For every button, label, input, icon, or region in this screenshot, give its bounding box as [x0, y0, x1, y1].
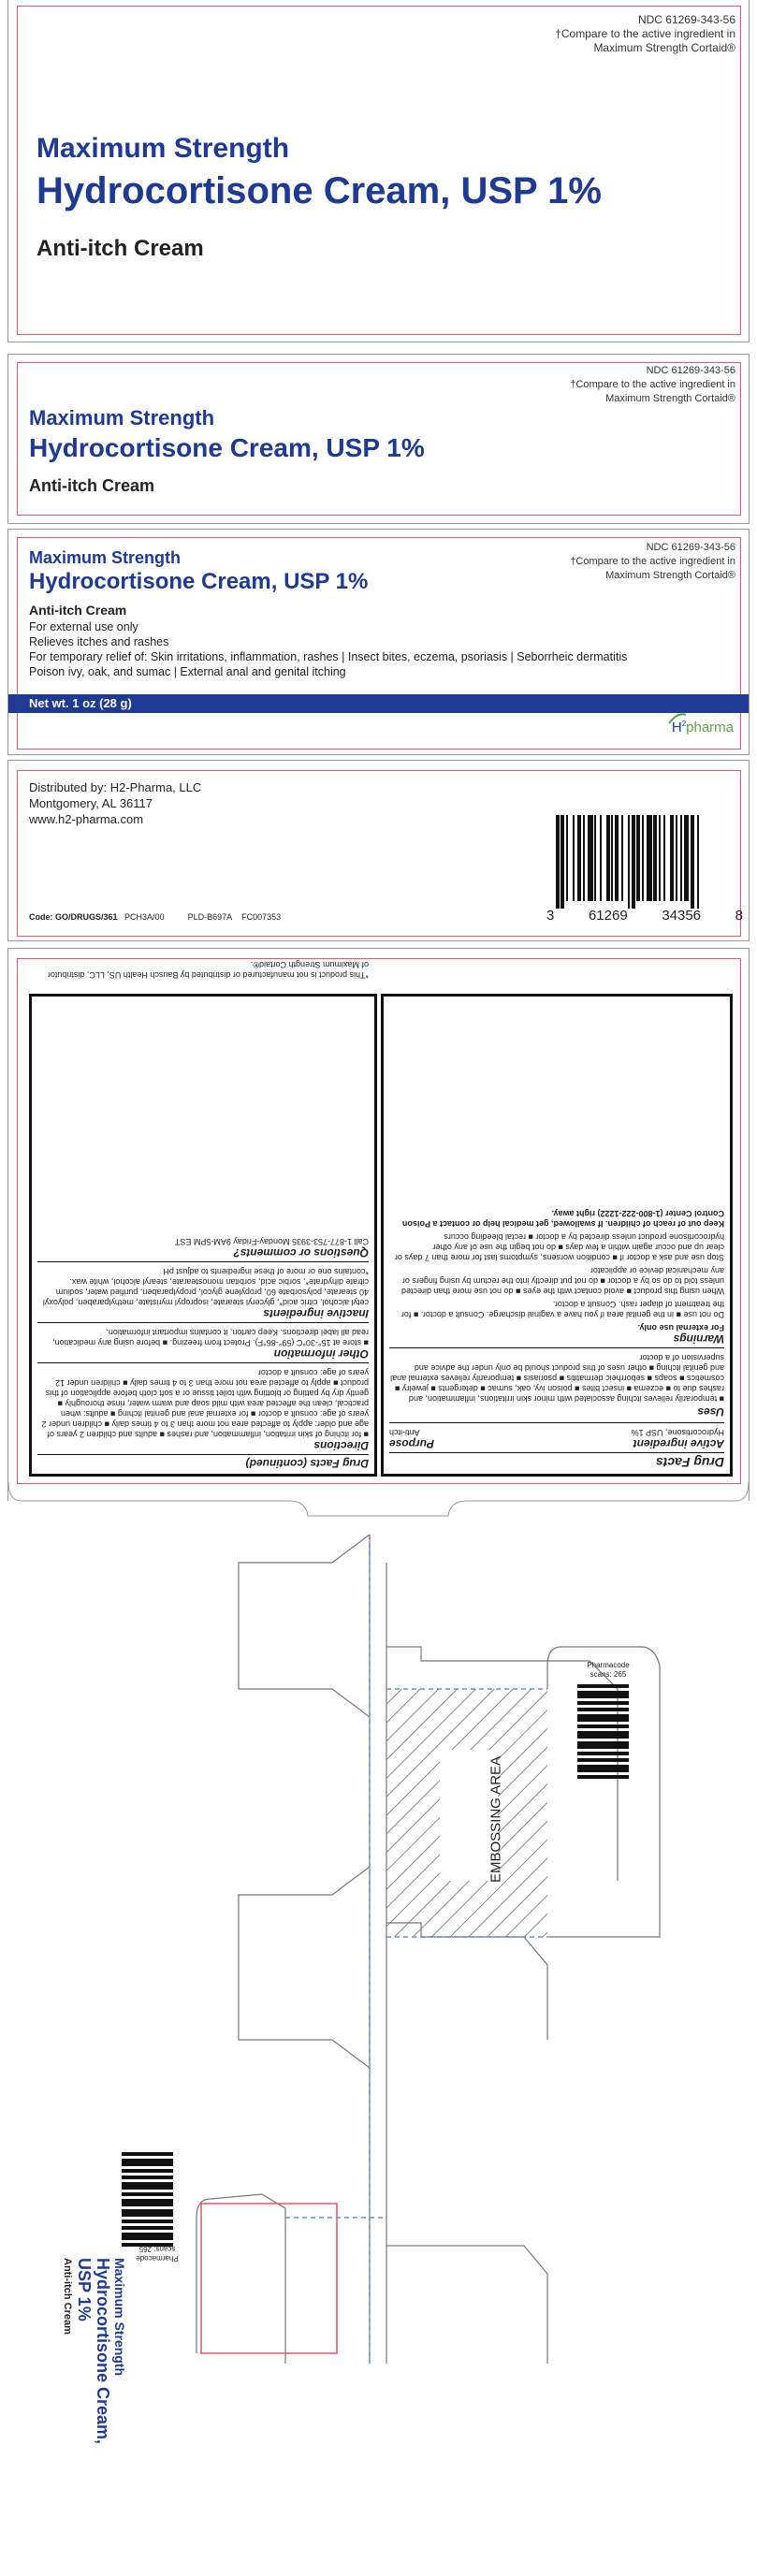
die-pharmacode-flap — [547, 1647, 660, 1937]
upc-bar — [647, 815, 651, 901]
pharmacode-bar — [577, 1731, 629, 1739]
questions-section — [37, 1236, 369, 1262]
main-compare-line1: †Compare to the active ingredient in — [570, 556, 735, 567]
main-product-name: Hydrocortisone Cream, USP 1% — [29, 569, 369, 594]
drug-facts-title: Drug Facts — [655, 1455, 724, 1470]
top-compare-line2: Maximum Strength Cortaid® — [605, 393, 735, 404]
upc-digit-right: 34356 — [662, 908, 702, 924]
top-panel — [7, 354, 750, 524]
pharmacode-bar — [577, 1684, 629, 1688]
pharmacode-bar — [122, 2199, 173, 2206]
warn-keep-out: Keep out of reach of children. If swallowed, get medical help or contact a Poison Control Center (1-800-222-1222) right away. — [401, 1209, 724, 1229]
pharmacode-bar — [122, 2226, 173, 2230]
upc-bar — [573, 815, 575, 901]
inactive-text: cetyl alcohol, citric acid*, glyceryl stearate, isopropyl myristate, methylparaben, polyoxyl 40 stearate, polysorbate 60, propylene glycol, propylparaben, purified water, sodium citrate dihydrate*, sorbic acid, sorbitan monostearate, stearyl alcohol, white wax. *contains one or more of these ingredients to adjust pH — [42, 1267, 369, 1307]
pharmacode-bar — [577, 1765, 629, 1772]
main-claim-external: For external use only — [29, 620, 138, 633]
upc-barcode — [556, 815, 734, 909]
logo-swoosh-icon — [668, 712, 687, 725]
flap-strength: Maximum Strength — [112, 2258, 127, 2377]
upc-bar — [632, 815, 635, 909]
other-info-text: ■ store at 15°-30°C (59°-86°F). Protect from freezing. ■ before using any medication, read all label directions. Keep carton, it contains important information. — [52, 1328, 369, 1347]
upc-bar — [621, 815, 623, 901]
upc-bar — [615, 815, 619, 901]
flap-product-line1: Hydrocortisone Cream, — [94, 2258, 112, 2445]
main-ndc-block — [570, 541, 735, 583]
upc-digit-check: 8 — [735, 908, 743, 924]
upc-bar — [642, 815, 644, 901]
disclaimer: *This product is not manufactured or distributed by Bausch Health US, LLC, distributor of Maximum Strength Cortaid®. — [47, 960, 369, 980]
pharmacode-bar — [122, 2182, 173, 2190]
flap-product-line2: USP 1% — [75, 2258, 94, 2321]
die-left-flap-top — [239, 1535, 370, 1717]
other-info-section — [37, 1327, 369, 1363]
front-panel — [7, 0, 750, 342]
front-ndc: NDC 61269-343-56 — [637, 13, 735, 26]
pharmacode-barcode-2 — [122, 2152, 173, 2247]
upc-bar — [588, 815, 592, 901]
active-heading: Active ingredient — [633, 1437, 724, 1450]
embossing-area-label: EMBOSSING AREA — [488, 1755, 504, 1884]
code-pld: PLD-B697A — [187, 912, 233, 922]
inactive-heading: Inactive ingredients — [263, 1307, 369, 1320]
back-panel — [7, 760, 750, 941]
drug-facts-continued-content — [32, 1232, 374, 1474]
main-strength: Maximum Strength — [29, 548, 182, 567]
warn-stop-use: Stop use and ask a doctor if ■ condition worsens, symptoms last for more than 7 days or clear up and occur again within a few days ■ do not begin the use of any other hydrocortisone product unless directed by a doctor ■ rectal bleeding occurs — [394, 1232, 724, 1262]
pharmacode-bar — [122, 2192, 173, 2196]
distributor-name: Distributed by: H2-Pharma, LLC — [29, 780, 202, 794]
upc-bar — [653, 815, 657, 901]
uses-heading: Uses — [697, 1405, 724, 1419]
top-compare-line1: †Compare to the active ingredient in — [570, 379, 735, 390]
code-label: Code: GO/DRUGS/361 — [29, 912, 118, 922]
upc-bar — [680, 815, 682, 901]
flap-safe-area — [201, 2204, 337, 2353]
uses-section — [389, 1352, 724, 1423]
main-panel — [7, 529, 750, 755]
top-product-name: Hydrocortisone Cream, USP 1% — [29, 433, 425, 462]
pharmacode-bar — [577, 1775, 629, 1779]
carton-dieline — [0, 1497, 757, 2364]
pharmacode-scans-2: scans: 265 — [138, 2245, 176, 2253]
upc-bar — [670, 815, 674, 901]
pharmacode-bar — [577, 1691, 629, 1698]
upc-bar — [606, 815, 610, 901]
drug-facts-flipped — [29, 960, 733, 1477]
pharmacode-label-1 — [571, 1661, 646, 1680]
main-subtitle: Anti-itch Cream — [29, 603, 127, 618]
distributor-city: Montgomery, AL 36117 — [29, 796, 153, 810]
top-ndc-block — [570, 364, 735, 406]
upc-bar — [583, 815, 585, 901]
upc-bar — [636, 815, 640, 901]
top-ndc: NDC 61269-343-56 — [646, 365, 735, 376]
die-bottom-flap — [197, 2194, 285, 2364]
active-row — [389, 1427, 724, 1437]
purpose-heading: Purpose — [389, 1437, 435, 1450]
warn-when-using: When using this product ■ avoid contact with the eyes ■ do not use more than directed unless told to do so by a doctor ■ do not put directly into the rectum by using fingers or any mechanical device or applicator — [400, 1266, 724, 1296]
active-ingredient: Hydrocortisone, USP 1% — [631, 1428, 724, 1437]
main-claim-relief-cont: Poison ivy, oak, and sumac | External anal and genital itching — [29, 665, 346, 678]
pharmacode-label-2 — [120, 2244, 195, 2263]
other-info-heading: Other information — [273, 1347, 369, 1361]
upc-bar — [611, 815, 613, 901]
front-subtitle: Anti-itch Cream — [36, 236, 204, 261]
pharmacode-barcode-1 — [577, 1684, 629, 1779]
logo-h: H — [671, 720, 682, 735]
upc-bar — [684, 815, 689, 901]
warnings-heading: Warnings — [673, 1332, 724, 1346]
pharmacode-title-2: Pharmacode — [136, 2254, 179, 2263]
logo-sup: 2 — [681, 720, 687, 728]
drug-facts-content — [384, 1204, 730, 1474]
flap-subtitle: Anti-itch Cream — [62, 2258, 73, 2335]
pharmacode-bar — [577, 1758, 629, 1762]
net-weight-band — [8, 694, 749, 713]
net-weight: Net wt. 1 oz (28 g) — [29, 696, 132, 710]
upc-bar — [577, 815, 581, 901]
upc-bar — [676, 815, 677, 901]
pharmacode-bar — [577, 1752, 629, 1755]
front-product-name: Hydrocortisone Cream, USP 1% — [36, 170, 602, 211]
drug-facts-continued-title: Drug Facts (continued) — [245, 1457, 369, 1470]
front-strength: Maximum Strength — [36, 133, 290, 164]
upc-bar — [691, 815, 694, 909]
pharmacode-bar — [577, 1701, 629, 1705]
uses-text: ■ temporarily relieves itching associated with minor skin irritations, inflammation, and rashes due to ■ eczema ■ insect bites ■ poison ivy, oak, sumac ■ detergents ■ jewelry ■ cosmetics ■ soaps ■ seborrheic dermatitis ■ psoriasis ■ temporarily relieves external anal and genital itching ■ other uses of this product should be only under the advice and supervision of a doctor — [390, 1353, 724, 1404]
flap-text-rotated — [52, 2258, 127, 2576]
main-claims — [29, 619, 627, 679]
upc-bar — [566, 815, 568, 901]
front-compare-line1: †Compare to the active ingredient in — [555, 27, 735, 40]
warn-do-not-use: Do not use ■ in the genital area if you have a vaginal discharge. Consult a doctor. ■ for the treatment of diaper rash. Consult a doctor. — [400, 1300, 724, 1319]
upc-digit-left: 61269 — [588, 908, 628, 924]
inactive-section — [37, 1266, 369, 1323]
main-claim-relieves: Relieves itches and rashes — [29, 635, 169, 648]
questions-heading: Questions or comments? — [233, 1246, 369, 1259]
main-claim-relief: For temporary relief of: Skin irritations, inflammation, rashes | Insect bites, eczema, psoriasis | Seborrheic dermatitis — [29, 650, 628, 663]
upc-bar — [560, 815, 564, 909]
code-line — [29, 912, 281, 922]
upc-bar — [663, 815, 665, 901]
main-ndc: NDC 61269-343-56 — [646, 542, 735, 553]
purpose: Anti-itch — [389, 1428, 420, 1437]
pharmacode-bar — [577, 1714, 629, 1722]
directions-heading: Directions — [313, 1439, 369, 1452]
distributor-web: www.h2-pharma.com — [29, 812, 144, 826]
code-fc: FC007353 — [241, 912, 282, 922]
directions-section — [37, 1367, 369, 1455]
top-subtitle: Anti-itch Cream — [29, 476, 155, 495]
active-row-head — [389, 1437, 724, 1453]
upc-bar — [600, 815, 602, 901]
drug-facts-box — [381, 994, 733, 1477]
upc-bar — [556, 815, 560, 909]
main-compare-line2: Maximum Strength Cortaid® — [605, 570, 735, 581]
pharmacode-bar — [122, 2219, 173, 2223]
upc-digits — [546, 908, 743, 924]
upc-digit-first: 3 — [546, 908, 555, 924]
upc-bar — [594, 815, 596, 901]
upc-bar — [628, 815, 630, 909]
pharmacode-bar — [122, 2176, 173, 2179]
questions-text: Call 1-877-753-3935 Monday-Friday 9AM-5PM EST — [174, 1237, 369, 1246]
pharmacode-bar — [122, 2169, 173, 2173]
pharmacode-bar — [577, 1741, 629, 1749]
h2pharma-logo — [672, 720, 734, 735]
pharmacode-bar — [122, 2159, 173, 2166]
front-ndc-block — [555, 13, 735, 55]
pharmacode-bar — [122, 2233, 173, 2240]
pharmacode-bar — [577, 1725, 629, 1728]
pharmacode-bar — [122, 2152, 173, 2156]
front-compare-line2: Maximum Strength Cortaid® — [593, 41, 735, 54]
warnings-section — [389, 1208, 724, 1348]
pharmacode-bar — [122, 2209, 173, 2217]
directions-text: ■ for itching of skin irritation, inflammation, and rashes ■ adults and children 2 years of age and older: apply to affected area not more than 3 to 4 times daily ■ children under 2 years of age: consult a doctor ■ for external anal and genital itching ■ adults: when practical, clean the affected area with mild soap and warm water, rinse thoroughly ■ gently dry by patting or blotting with toilet tissue or a soft cloth before application of this product ■ apply to affected area not more than 3 to 4 times daily ■ children under 12 years of age: consult a doctor — [41, 1368, 369, 1439]
pharmacode-scans-1: scans: 265 — [590, 1670, 627, 1679]
die-left-flap-bottom — [239, 1867, 370, 2068]
pharmacode-title-1: Pharmacode — [587, 1661, 630, 1669]
upc-bar — [697, 815, 699, 909]
code-pch: PCH3A/00 — [124, 912, 165, 922]
upc-bar — [659, 815, 661, 901]
top-strength: Maximum Strength — [29, 406, 215, 429]
drug-facts-panel — [7, 948, 750, 1501]
logo-word: pharma — [686, 720, 734, 735]
distributor-block — [29, 779, 201, 827]
warn-external: For external use only. — [637, 1323, 724, 1332]
pharmacode-bar — [577, 1708, 629, 1711]
drug-facts-continued-box — [29, 960, 377, 1477]
